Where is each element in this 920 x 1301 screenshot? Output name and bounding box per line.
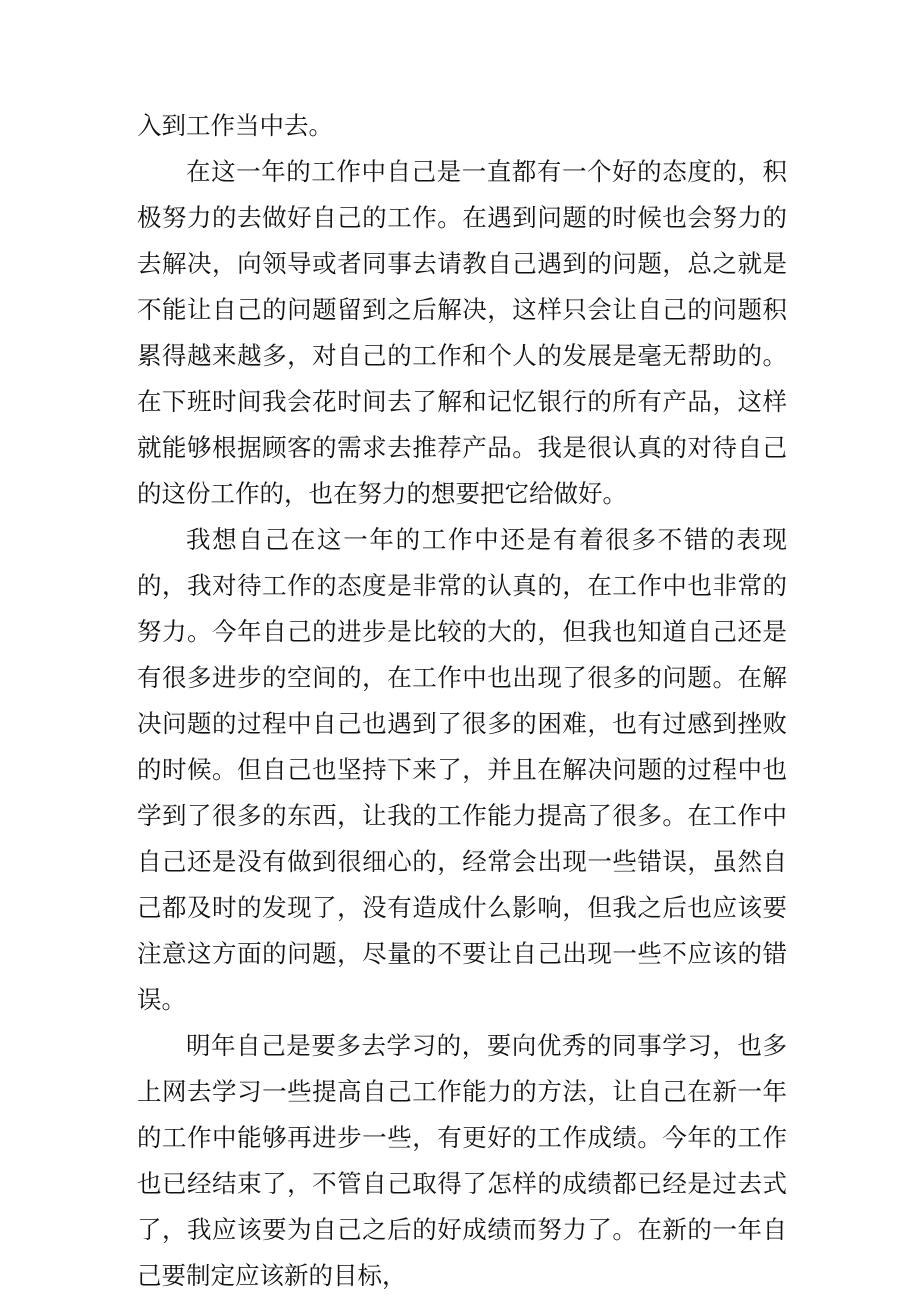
- paragraph-continuation: 入到工作当中去。: [137, 111, 333, 140]
- paragraph: 在这一年的工作中自己是一直都有一个好的态度的，积极努力的去做好自己的工作。在遇到问题的时候也会努力的去解决，向领导或者同事去请教自己遇到的问题，总之就是不能让自己的问题留到之后解决，这样只会让自己的问题积累得越来越多，对自己的工作和个人的发展是毫无帮助的。在下班时间我会花时间去了解和记忆银行的所有产品，这样就能够根据顾客的需求去推荐产品。我是很认真的对待自己的这份工作的，也在努力的想要把它给做好。: [137, 157, 787, 508]
- document-body: [137, 103, 787, 1299]
- paragraph: 我想自己在这一年的工作中还是有着很多不错的表现的，我对待工作的态度是非常的认真的，在工作中也非常的努力。今年自己的进步是比较的大的，但我也知道自己还是有很多进步的空间的，在工作中也出现了很多的问题。在解决问题的过程中自己也遇到了很多的困难，也有过感到挫败的时候。但自己也坚持下来了，并且在解决问题的过程中也学到了很多的东西，让我的工作能力提高了很多。在工作中自己还是没有做到很细心的，经常会出现一些错误，虽然自己都及时的发现了，没有造成什么影响，但我之后也应该要注意这方面的问题，尽量的不要让自己出现一些不应该的错误。: [137, 525, 787, 1014]
- paragraph: 明年自己是要多去学习的，要向优秀的同事学习，也多上网去学习一些提高自己工作能力的方法，让自己在新一年的工作中能够再进步一些，有更好的工作成绩。今年的工作也已经结束了，不管自己取得了怎样的成绩都已经是过去式了，我应该要为自己之后的好成绩而努力了。在新的一年自己要制定应该新的目标，: [137, 1031, 787, 1290]
